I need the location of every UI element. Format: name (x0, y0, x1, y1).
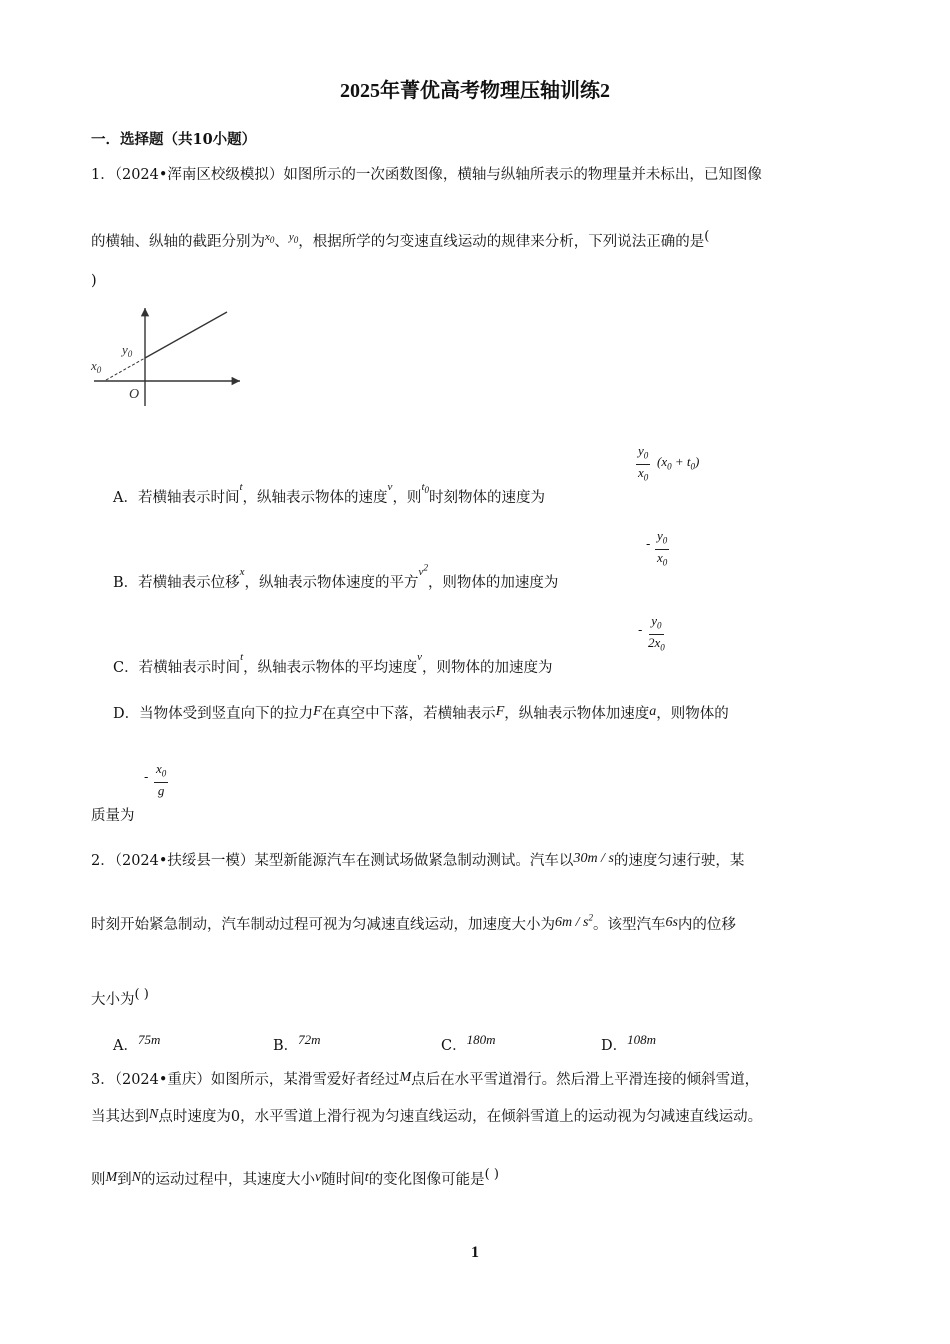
q1-d-fraction: $\frac{x_0}{g}$ (156, 761, 167, 798)
y0-label: $y_0$ (122, 342, 133, 359)
q1-paren-close: ) (91, 273, 97, 289)
q1-d-minus: - (144, 770, 149, 785)
page-title: 2025年菁优高考物理压轴训练2 (340, 80, 610, 102)
q3-line3: 则M到N的运动过程中，其速度大小v随时间t的变化图像可能是( ) (91, 1167, 499, 1188)
q1-a-fraction: $\frac{y_0}{x_0}$ (638, 443, 649, 483)
q1-line1: 1．（2024•浑南区校级模拟）如图所示的一次函数图像，横轴与纵轴所表示的物理量并未标出，已知图像 (91, 167, 762, 183)
q1-option-d-cont: 质量为 (91, 808, 135, 824)
q1-linear-graph (86, 300, 251, 412)
page-number: 1 (471, 1244, 479, 1261)
q2-option-c[interactable]: C．180m (441, 1032, 496, 1054)
q2-line2: 时刻开始紧急制动，汽车制动过程可视为匀减速直线运动，加速度大小为$6m / s^2$。该型汽车6s内的位移 (91, 912, 736, 933)
graph-line (145, 312, 227, 358)
q2-option-a[interactable]: A．75m (113, 1032, 161, 1054)
q2-option-d[interactable]: D．108m (601, 1032, 657, 1054)
q1-option-a[interactable]: A．若横轴表示时间$^t$，纵轴表示物体的速度$^v$，则$^{t_0}$时刻物体的速度为 (113, 481, 545, 506)
origin-label: O (129, 387, 140, 402)
q1-option-c[interactable]: C．若横轴表示时间$^t$，纵轴表示物体的平均速度$^v$，则物体的加速度为 (113, 651, 553, 676)
q1-b-fraction: $\frac{y_0}{x_0}$ (657, 528, 668, 568)
q2-line1: 2．（2024•扶绥县一模）某型新能源汽车在测试场做紧急制动测试。汽车以30m / s的速度匀速行驶，某 (91, 851, 745, 869)
x0-label: $x_0$ (91, 358, 102, 375)
q1-option-d[interactable]: D．当物体受到竖直向下的拉力F在真空中下落，若横轴表示F，纵轴表示物体加速度a，则物体的 (113, 704, 729, 722)
q1-c-minus: - (638, 623, 643, 638)
q1-a-tail: $(x_0 + t_0)$ (657, 454, 700, 472)
section-heading: 一．选择题（共10小题） (91, 131, 257, 148)
q1-b-minus: - (646, 537, 651, 552)
q1-option-b[interactable]: B．若横轴表示位移$^x$，纵轴表示物体速度的平方$^{v^2}$，则物体的加速度为 (113, 562, 559, 591)
q2-line3: 大小为( ) (91, 987, 149, 1008)
graph-extension-dashed (106, 358, 145, 380)
q3-line2: 当其达到N点时速度为0，水平雪道上滑行视为匀速直线运动，在倾斜雪道上的运动视为匀减速直线运动。 (91, 1107, 763, 1125)
q3-line1: 3．（2024•重庆）如图所示，某滑雪爱好者经过M点后在水平雪道滑行。然后滑上平滑连接的倾斜雪道， (91, 1070, 760, 1088)
q2-option-b[interactable]: B．72m (273, 1032, 321, 1054)
q1-line2: 的横轴、纵轴的截距分别为$^{x_0}$、$^{y_0}$，根据所学的匀变速直线运动的规律来分析，下列说法正确的是( (91, 229, 710, 250)
q1-c-fraction: $\frac{y_0}{2x_0}$ (648, 613, 665, 653)
